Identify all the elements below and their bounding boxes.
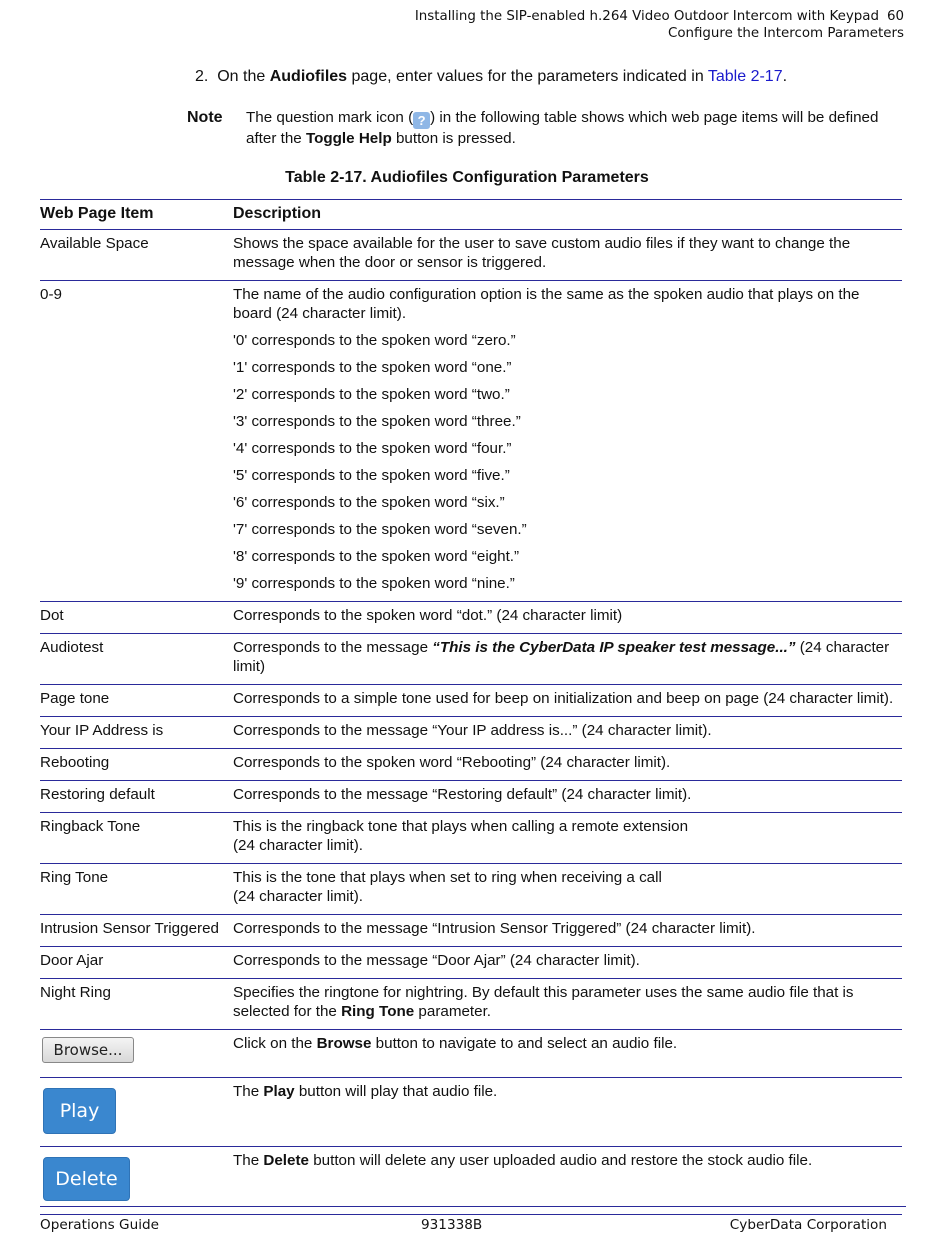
digit-item: '2' corresponds to the spoken word “two.” bbox=[233, 386, 510, 403]
step-number: 2. bbox=[195, 68, 209, 85]
table-row bbox=[40, 685, 902, 717]
note-bold: Toggle Help bbox=[305, 130, 392, 147]
row-description-post: (24 character limit) bbox=[233, 639, 890, 675]
note-text-2: ) in the following table shows which web page items will be defined after the bbox=[246, 109, 879, 147]
table-row bbox=[40, 1147, 902, 1215]
digit-item: '6' corresponds to the spoken word “six.” bbox=[233, 494, 505, 511]
table-row bbox=[40, 781, 902, 813]
question-mark-icon: ? bbox=[413, 112, 430, 129]
row-description bbox=[233, 634, 902, 685]
note-text-3: button is pressed. bbox=[391, 130, 516, 147]
digit-item: '7' corresponds to the spoken word “seven.” bbox=[233, 521, 527, 538]
row-item: Night Ring bbox=[40, 979, 233, 1030]
table-row bbox=[40, 1078, 902, 1147]
row-description: Corresponds to the spoken word “Rebooting” (24 character limit). bbox=[233, 749, 902, 781]
row-description: Corresponds to a simple tone used for beep on initialization and beep on page (24 character limit). bbox=[233, 685, 902, 717]
play-button[interactable]: Play bbox=[43, 1088, 116, 1134]
row-description-pre: The bbox=[233, 1152, 264, 1169]
column-header-item: Web Page Item bbox=[40, 200, 233, 230]
row-item: Ringback Tone bbox=[40, 813, 233, 864]
row-item bbox=[40, 1078, 233, 1147]
column-header-description: Description bbox=[233, 200, 902, 230]
row-description-bold: Ring Tone bbox=[341, 1003, 415, 1020]
row-item: Restoring default bbox=[40, 781, 233, 813]
row-description-pre: Specifies the ringtone for nightring. By default this parameter uses the same audio file that is selected for the bbox=[233, 984, 854, 1020]
note-label: Note bbox=[187, 109, 223, 126]
row-item: 0-9 bbox=[40, 281, 233, 602]
row-item: Rebooting bbox=[40, 749, 233, 781]
row-description bbox=[233, 813, 902, 864]
row-description-post: button will play that audio file. bbox=[294, 1083, 498, 1100]
parameters-table bbox=[40, 199, 902, 1215]
row-description bbox=[233, 864, 902, 915]
header-title: Installing the SIP-enabled h.264 Video Outdoor Intercom with Keypad bbox=[414, 9, 879, 24]
row-description-bold: Delete bbox=[263, 1152, 309, 1169]
step-instruction bbox=[195, 68, 787, 86]
digit-item: '5' corresponds to the spoken word “five.” bbox=[233, 467, 510, 484]
row-item bbox=[40, 1030, 233, 1078]
table-link[interactable]: Table 2-17 bbox=[707, 68, 783, 85]
table-row bbox=[40, 947, 902, 979]
row-description-post: parameter. bbox=[414, 1003, 492, 1020]
row-description: Corresponds to the message “Door Ajar” (24 character limit). bbox=[233, 947, 902, 979]
table-caption: Table 2-17. Audiofiles Configuration Parameters bbox=[285, 169, 649, 186]
row-item: Page tone bbox=[40, 685, 233, 717]
digit-item: '8' corresponds to the spoken word “eight.” bbox=[233, 548, 520, 565]
footer-right: CyberData Corporation bbox=[729, 1217, 887, 1233]
table-row bbox=[40, 634, 902, 685]
row-description-line2: (24 character limit). bbox=[233, 888, 363, 905]
row-item: Intrusion Sensor Triggered bbox=[40, 915, 233, 947]
row-item: Your IP Address is bbox=[40, 717, 233, 749]
table-row bbox=[40, 749, 902, 781]
page-number: 60 bbox=[886, 9, 904, 24]
row-description-pre: Corresponds to the message bbox=[233, 639, 433, 656]
row-description bbox=[233, 979, 902, 1030]
row-description: Corresponds to the spoken word “dot.” (24 character limit) bbox=[233, 602, 902, 634]
table-row bbox=[40, 230, 902, 281]
row-item: Available Space bbox=[40, 230, 233, 281]
note-text bbox=[246, 108, 907, 149]
row-description bbox=[233, 1078, 902, 1147]
row-item bbox=[40, 1147, 233, 1215]
row-description-post: button will delete any user uploaded audio and restore the stock audio file. bbox=[308, 1152, 813, 1169]
table-row bbox=[40, 1030, 902, 1078]
row-description bbox=[233, 1030, 902, 1078]
row-item: Audiotest bbox=[40, 634, 233, 685]
browse-button[interactable]: Browse... bbox=[42, 1037, 134, 1063]
delete-button[interactable]: Delete bbox=[43, 1157, 130, 1201]
step-bold: Audiofiles bbox=[269, 68, 348, 85]
row-description-text: The name of the audio configuration option is the same as the spoken audio that plays on the board (24 character limit). bbox=[233, 286, 860, 322]
row-description: Corresponds to the message “Your IP address is...” (24 character limit). bbox=[233, 717, 902, 749]
row-description-line1: This is the tone that plays when set to ring when receiving a call bbox=[233, 869, 662, 886]
table-row bbox=[40, 813, 902, 864]
table-row bbox=[40, 864, 902, 915]
digit-item: '1' corresponds to the spoken word “one.” bbox=[233, 359, 512, 376]
note-text-1: The question mark icon ( bbox=[246, 109, 414, 126]
row-description-pre: The bbox=[233, 1083, 264, 1100]
row-description-line2: (24 character limit). bbox=[233, 837, 363, 854]
row-description-bold: Browse bbox=[316, 1035, 372, 1052]
row-description-line1: This is the ringback tone that plays when calling a remote extension bbox=[233, 818, 689, 835]
table-row bbox=[40, 717, 902, 749]
footer-divider bbox=[40, 1206, 906, 1207]
table-header-row bbox=[40, 200, 902, 230]
note-block bbox=[187, 108, 907, 149]
digit-item: '9' corresponds to the spoken word “nine.” bbox=[233, 575, 515, 592]
row-description bbox=[233, 281, 902, 602]
row-item: Door Ajar bbox=[40, 947, 233, 979]
row-description-emphasis: “This is the CyberData IP speaker test message...” bbox=[432, 639, 796, 656]
row-item: Dot bbox=[40, 602, 233, 634]
digit-item: '4' corresponds to the spoken word “four.” bbox=[233, 440, 512, 457]
digit-item: '0' corresponds to the spoken word “zero.” bbox=[233, 332, 516, 349]
digit-item: '3' corresponds to the spoken word “three.” bbox=[233, 413, 521, 430]
row-item: Ring Tone bbox=[40, 864, 233, 915]
row-description: Shows the space available for the user to save custom audio files if they want to change the message when the door or sensor is triggered. bbox=[233, 230, 902, 281]
row-description-pre: Click on the bbox=[233, 1035, 317, 1052]
row-description-post: button to navigate to and select an audio file. bbox=[371, 1035, 678, 1052]
step-text-mid: page, enter values for the parameters indicated in bbox=[347, 68, 708, 85]
running-header bbox=[415, 8, 904, 42]
table-row bbox=[40, 602, 902, 634]
table-row bbox=[40, 915, 902, 947]
footer-center: 931338B bbox=[421, 1217, 483, 1233]
row-description bbox=[233, 1147, 902, 1215]
row-description: Corresponds to the message “Restoring default” (24 character limit). bbox=[233, 781, 902, 813]
table-row bbox=[40, 281, 902, 602]
step-text-before: On the bbox=[217, 68, 270, 85]
table-row bbox=[40, 979, 902, 1030]
header-section: Configure the Intercom Parameters bbox=[667, 26, 904, 41]
footer-left: Operations Guide bbox=[40, 1217, 159, 1233]
step-text-end: . bbox=[782, 68, 788, 85]
row-description: Corresponds to the message “Intrusion Sensor Triggered” (24 character limit). bbox=[233, 915, 902, 947]
row-description-bold: Play bbox=[263, 1083, 295, 1100]
